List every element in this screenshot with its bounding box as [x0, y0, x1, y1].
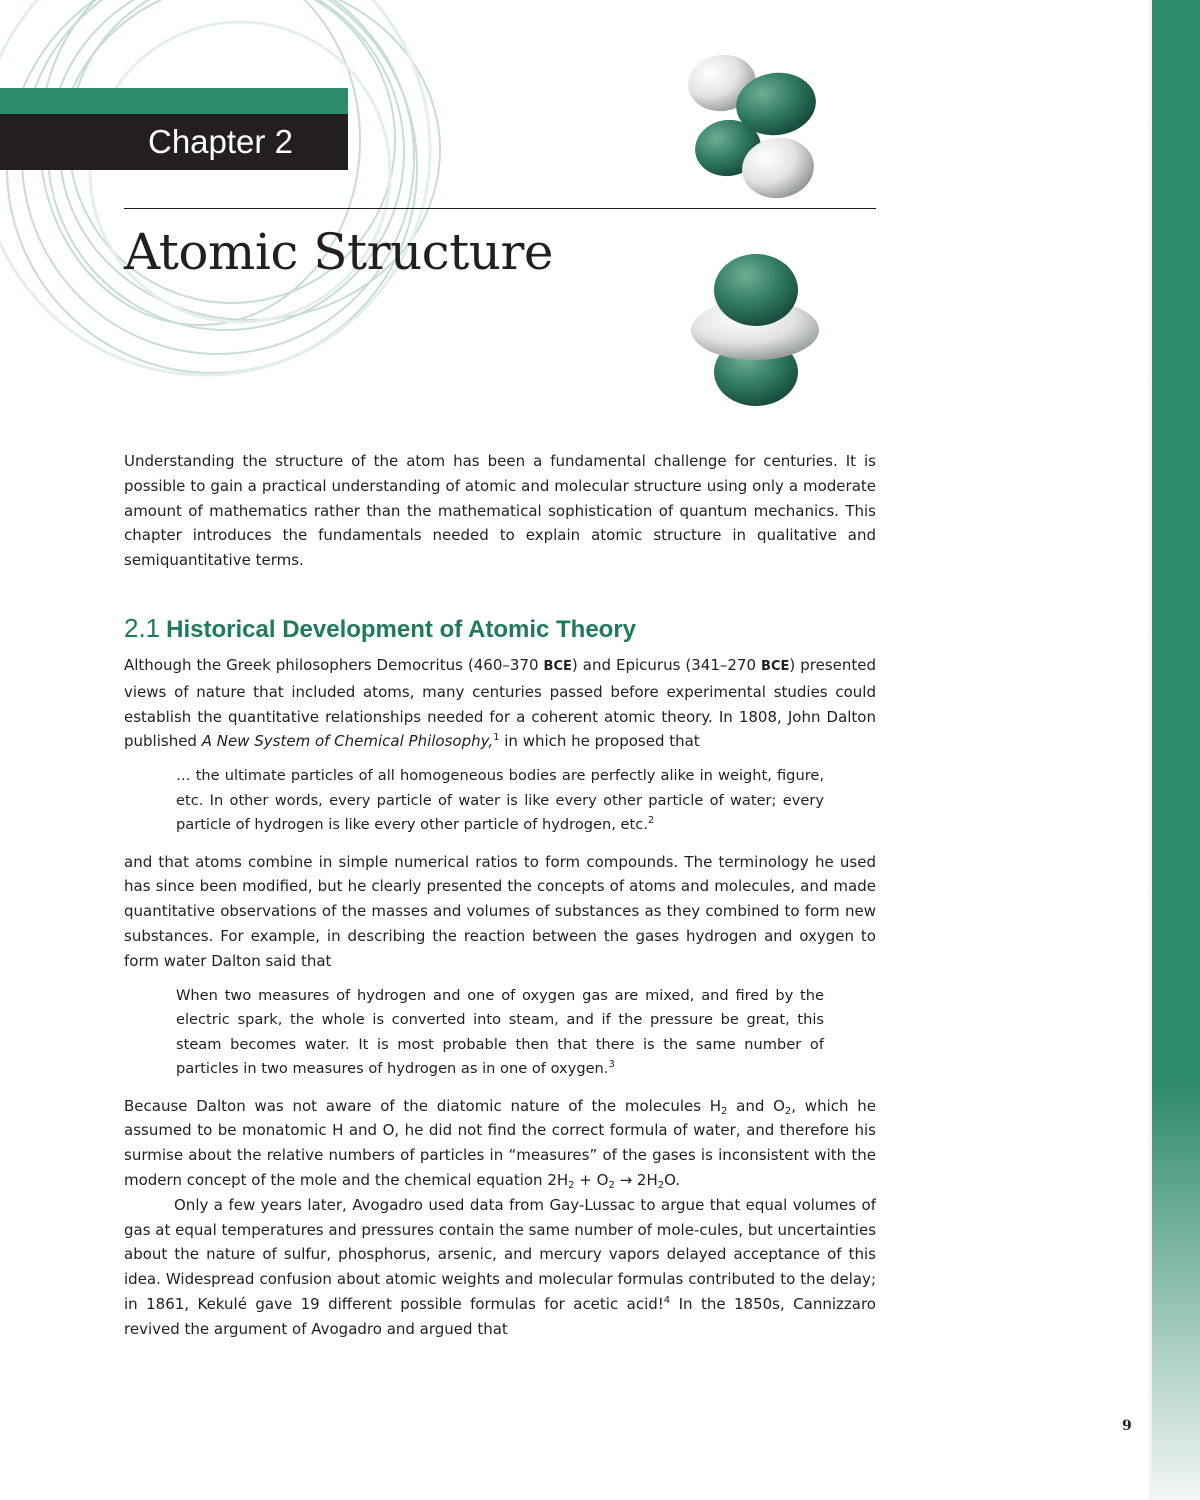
page-edge-shadow [1146, 0, 1152, 1500]
block-quote-1: … the ultimate particles of all homogeneous bodies are perfectly alike in weight, figure, etc. In other words, every particle of water is like every other particle of water; every particle of hydrogen is like every other particle of hydrogen, etc.$^2$ [176, 767, 824, 834]
page-edge-color-bar [1152, 0, 1200, 1500]
book-title: A New System of Chemical Philosophy, [201, 732, 494, 751]
footnote-ref: 1 [493, 732, 500, 744]
paragraph-4: Only a few years later, Avogadro used data from Gay-Lussac to argue that equal volumes of gas at equal temperatures and pressures contain the same number of mole-cules, but uncertainties about the nature of sulfur, phosphorus, arsenic, and mercury vapors delayed acceptance of this idea. Widespread confusion about atomic weights and molecular formulas contributed to the delay; in 1861, Kekulé gave 19 different possible formulas for acetic acid!$^4$ In the 1850s, Cannizzaro revived the argument of Avogadro and argued that [124, 1195, 877, 1338]
section-number: 2.1 [124, 612, 161, 643]
dz2-orbital-illustration [680, 250, 830, 410]
chapter-label: Chapter 2 [148, 123, 293, 160]
chapter-band-green [0, 88, 348, 114]
footnote-ref: 3 [608, 1059, 615, 1071]
chapter-title: Atomic Structure [124, 223, 553, 281]
footnote-ref: 4 [663, 1295, 671, 1307]
footnote-ref: 2 [647, 815, 655, 827]
intro-paragraph: Understanding the structure of the atom has been a fundamental challenge for centuries. It is possible to gain a practical understanding of atomic and molecular structure using only a moderate amount of mathematics rather than the mathematical sophistication of quantum mechanics. This chapter introduces the fundamentals needed to explain atomic structure in qualitative and semiquantitative terms. [124, 452, 876, 570]
decorative-circles [0, 0, 480, 440]
d-orbital-illustration [680, 50, 830, 200]
body-text [124, 449, 876, 1342]
paragraph-1: Although the Greek philosophers Democritus (460–370 BCE) and Epicurus (341–270 BCE) presented views of nature that included atoms, many centuries passed before experimental studies could establish the quantitative relationships needed for a coherent atomic theory. In 1808, John Dalton published A New System of Chemical Philosophy,$^1$ in which he proposed that [124, 655, 877, 751]
section-title: Historical Development of Atomic Theory [166, 615, 637, 643]
section-heading [124, 611, 876, 647]
paragraph-3: Because Dalton was not aware of the diatomic nature of the molecules $H_2$ and $O_2$, which he assumed to be monatomic H and O, he did not find the correct formula of water, and therefore his surmise about the relative numbers of particles in “measures” of the gases is inconsistent with the modern concept of the mole and the chemical equation $2H_2 + O_2 \to 2H_2O$. [124, 1096, 876, 1192]
block-quote-2: When two measures of hydrogen and one of oxygen gas are mixed, and fired by the electric spark, the whole is converted into steam, and if the pressure be great, this steam becomes water. It is most probable then that there is the same number of particles in two measures of hydrogen as in one of oxygen.$^3$ [176, 986, 824, 1078]
page-number: 9 [1122, 1418, 1132, 1434]
title-rule [124, 208, 876, 209]
paragraph-2: and that atoms combine in simple numerical ratios to form compounds. The terminology he used has since been modified, but he clearly presented the concepts of atoms and molecules, and made quantitative observations of the masses and volumes of substances as they combined to form new substances. For example, in describing the reaction between the gases hydrogen and oxygen to form water Dalton said that [124, 852, 876, 970]
